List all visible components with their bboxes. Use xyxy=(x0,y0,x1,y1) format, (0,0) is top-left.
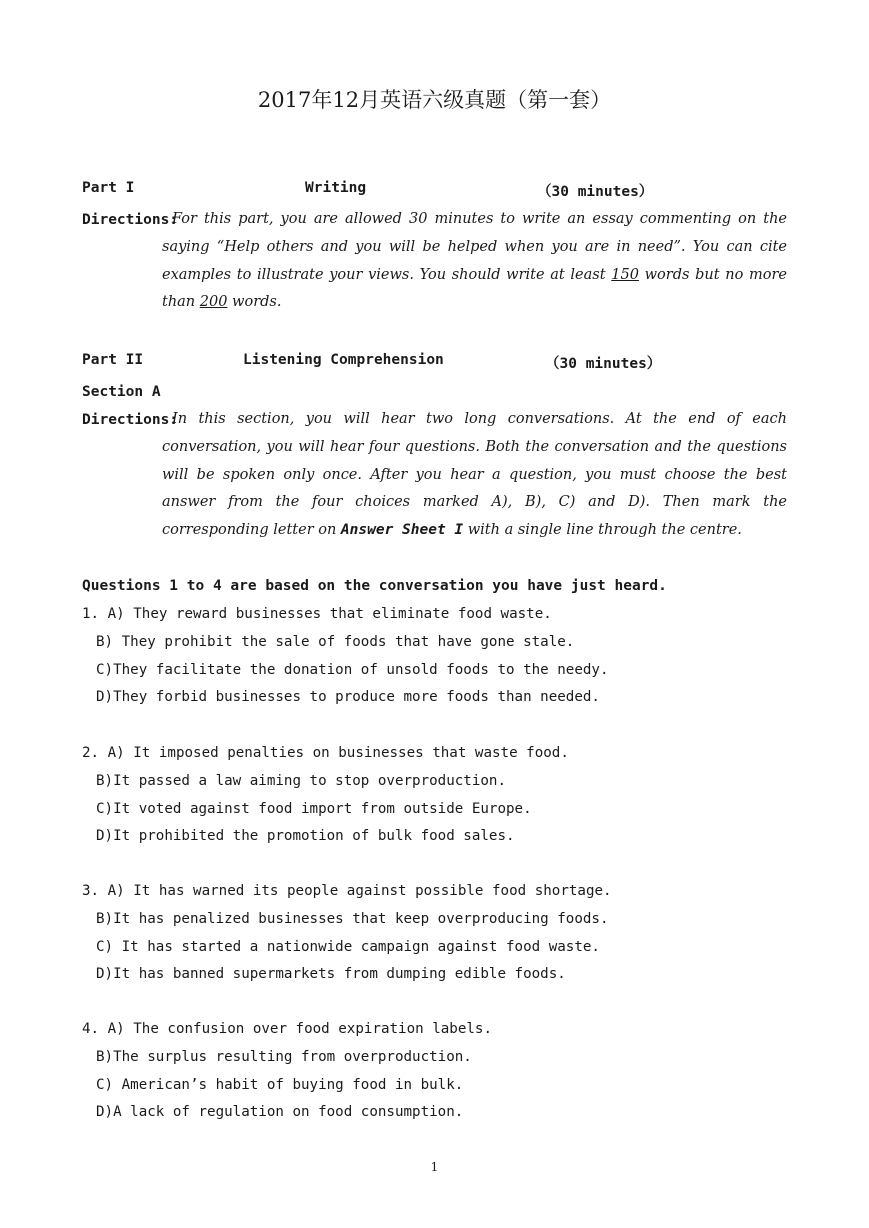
part-1-label: Part I xyxy=(82,180,135,196)
question-3-option-c: C) It has started a nationwide campaign against food waste. xyxy=(96,938,600,955)
part-2-time: （30 minutes） xyxy=(545,356,662,372)
max-words: 200 xyxy=(199,294,228,311)
question-2-option-c: C)It voted against food import from outside Europe. xyxy=(96,800,532,817)
directions-label: Directions: xyxy=(82,212,179,228)
question-2 xyxy=(82,740,569,851)
question-3-option-a: 3. A) It has warned its people against possible food shortage. xyxy=(82,883,612,899)
question-1-option-a: 1. A) They reward businesses that eliminate food waste. xyxy=(82,606,552,622)
questions-heading: Questions 1 to 4 are based on the conversation you have just heard. xyxy=(82,578,667,594)
part-2-name: Listening Comprehension xyxy=(243,352,444,368)
question-4-option-d: D)A lack of regulation on food consumption. xyxy=(96,1104,464,1121)
question-2-option-d: D)It prohibited the promotion of bulk food sales. xyxy=(96,828,515,845)
directions-text-part: For this part, you are allowed 30 minutes to write an essay commenting on the saying “Help others and you will be helped when you are in need”. You can cite examples to illustrate your views. You should write at least xyxy=(162,211,787,283)
part-2-header xyxy=(82,352,787,374)
question-3-option-b: B)It has penalized businesses that keep overproducing foods. xyxy=(96,910,609,927)
answer-sheet-ref: Answer Sheet I xyxy=(340,522,464,539)
question-3-option-d: D)It has banned supermarkets from dumping edible foods. xyxy=(96,966,566,983)
part-2-label: Part II xyxy=(82,352,144,368)
question-4-option-c: C) American’s habit of buying food in bulk. xyxy=(96,1076,464,1093)
question-2-option-b: B)It passed a law aiming to stop overproduction. xyxy=(96,772,506,789)
question-4-option-b: B)The surplus resulting from overproduction. xyxy=(96,1048,472,1065)
question-1 xyxy=(82,601,609,712)
question-2-option-a: 2. A) It imposed penalties on businesses that waste food. xyxy=(82,745,569,761)
directions-text xyxy=(162,406,787,545)
directions-text-part: In this section, you will hear two long conversations. At the end of each conversation, you will hear four questions. Both the conversation and the questions will be spoken only once. After you hear a question, you must choose the best answer from the four choices marked A), B), C) and D). Then mark the corresponding letter on xyxy=(162,411,787,539)
question-1-option-c: C)They facilitate the donation of unsold foods to the needy. xyxy=(96,661,609,678)
directions-label: Directions: xyxy=(82,412,179,428)
min-words: 150 xyxy=(611,266,639,283)
question-3 xyxy=(82,878,612,989)
question-1-option-b: B) They prohibit the sale of foods that have gone stale. xyxy=(96,633,575,650)
directions-text-part: words but no more than xyxy=(162,266,787,311)
directions-text xyxy=(162,206,787,317)
part-1-directions xyxy=(82,212,787,317)
directions-text-part: with a single line through the centre. xyxy=(463,522,742,539)
section-a-heading: Section A xyxy=(82,384,161,400)
page-title: 2017年12月英语六级真题（第一套） xyxy=(257,88,612,112)
directions-text-part: words. xyxy=(227,294,282,311)
part-2-directions xyxy=(82,412,787,545)
page-number: 1 xyxy=(430,1160,439,1174)
part-1-header xyxy=(82,180,787,202)
question-4-option-a: 4. A) The confusion over food expiration labels. xyxy=(82,1021,492,1037)
question-4 xyxy=(82,1016,492,1127)
part-1-time: （30 minutes） xyxy=(537,184,654,200)
part-1-name: Writing xyxy=(305,180,367,196)
question-1-option-d: D)They forbid businesses to produce more foods than needed. xyxy=(96,689,600,706)
